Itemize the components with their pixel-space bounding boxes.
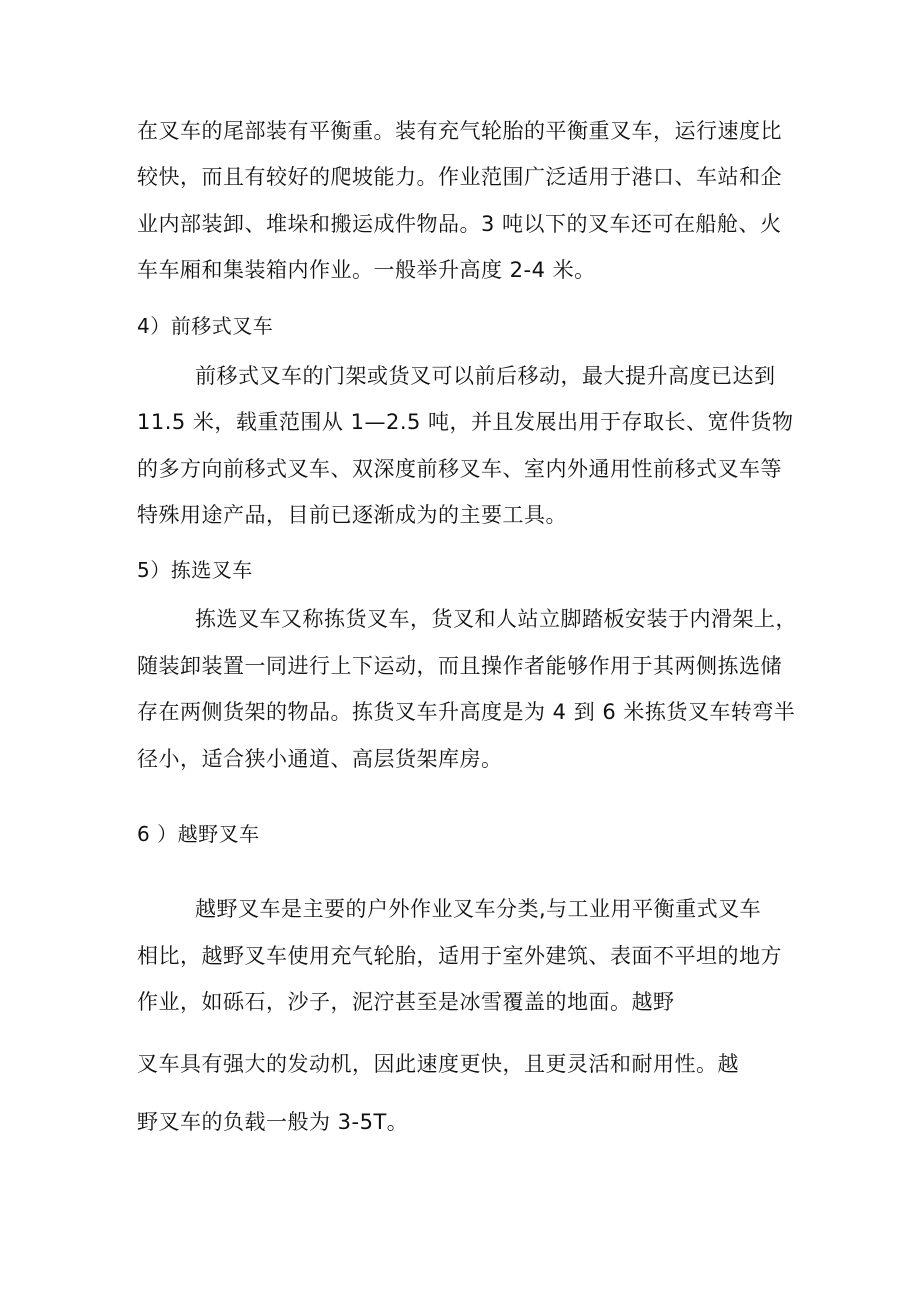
paragraph-line: 越野叉车是主要的户外作业叉车分类,与工业用平衡重式叉车: [195, 897, 762, 921]
paragraph-line: 拣选叉车又称拣货叉车，货叉和人站立脚踏板安装于内滑架上，: [195, 607, 797, 631]
section-heading: 6 ）越野叉车: [137, 822, 260, 846]
paragraph-line: 业内部装卸、堆垛和搬运成件物品。3 吨以下的叉车还可在船舱、火: [137, 212, 782, 236]
paragraph-line: 叉车具有强大的发动机，因此速度更快，且更灵活和耐用性。越: [137, 1052, 739, 1076]
paragraph-line: 随装卸装置一同进行上下运动，而且操作者能够作用于其两侧拣选储: [137, 654, 782, 678]
paragraph-line: 野叉车的负载一般为 3-5T。: [137, 1110, 409, 1134]
paragraph-line: 作业，如砾石，沙子，泥泞甚至是冰雪覆盖的地面。越野: [137, 990, 675, 1014]
paragraph-line: 径小，适合狭小通道、高层货架库房。: [137, 747, 503, 771]
paragraph-line: 在叉车的尾部装有平衡重。装有充气轮胎的平衡重叉车，运行速度比: [137, 119, 782, 143]
section-heading: 5）拣选叉车: [137, 558, 253, 582]
paragraph-line: 的多方向前移式叉车、双深度前移叉车、室内外通用性前移式叉车等: [137, 457, 782, 481]
section-heading: 4）前移式叉车: [137, 314, 274, 338]
paragraph-line: 存在两侧货架的物品。拣货叉车升高度是为 4 到 6 米拣货叉车转弯半: [137, 700, 796, 724]
paragraph-line: 车车厢和集装箱内作业。一般举升高度 2-4 米。: [137, 258, 596, 282]
paragraph-line: 较快，而且有较好的爬坡能力。作业范围广泛适用于港口、车站和企: [137, 165, 782, 189]
paragraph-line: 相比，越野叉车使用充气轮胎，适用于室外建筑、表面不平坦的地方: [137, 944, 782, 968]
paragraph-line: 11.5 米，载重范围从 1—2.5 吨，并且发展出用于存取长、宽件货物: [137, 410, 794, 434]
paragraph-line: 特殊用途产品，目前已逐渐成为的主要工具。: [137, 503, 567, 527]
paragraph-line: 前移式叉车的门架或货叉可以前后移动，最大提升高度已达到: [195, 364, 776, 388]
